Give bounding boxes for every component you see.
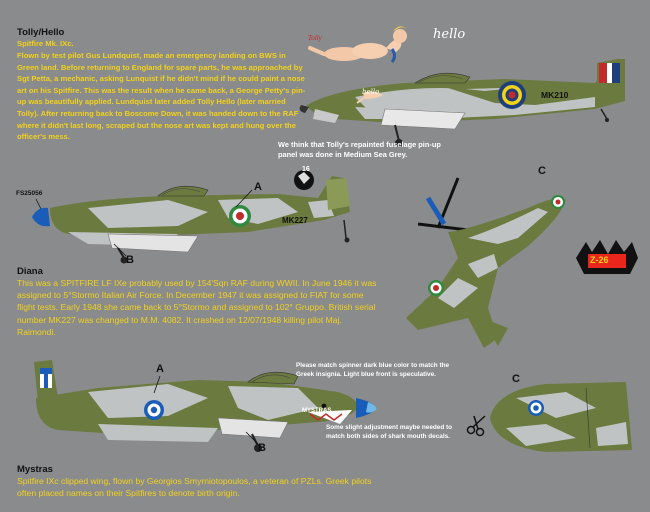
mystras-marker-b: B [258, 442, 266, 454]
mystras-nose-name: MYSTRAS [302, 408, 332, 414]
z26-logo-text: Z-26 [590, 255, 609, 265]
mystras-marker-c: C [512, 373, 520, 385]
tolly-panel-note: We think that Tolly's repainted fuselage pin-up panel was done in Medium Sea Grey. [278, 140, 441, 159]
diana-serial: MK227 [282, 216, 308, 225]
mystras-marker-a-pointer [150, 375, 166, 395]
diana-spitfire-top-view [398, 168, 578, 358]
diana-title: Diana [17, 266, 43, 277]
diana-marker-b: B [126, 254, 134, 266]
diana-marker-c: C [538, 165, 546, 177]
hello-script: hello [433, 27, 466, 42]
diana-spitfire-profile [28, 172, 373, 264]
shark-note: Some slight adjustment maybe needed to match both sides of shark mouth decals. [326, 424, 453, 440]
mystras-marker-b-pointer [244, 430, 260, 446]
diana-marker-a-pointer [232, 189, 254, 209]
tolly-description: Flown by test pilot Gus Lundquist, made an emergency landing on BWS in Green land. Before returning to England for spare parts, he was approached by Sgt Petta, a mechanic, asking Lunquist if he didn't mind if he could paint a nose art on his Spitfire. This was the result when he came back, a George Petty's pin-up was beautifully applied. Lundquist later added Tolly Hello (later married Tolly). After returning back to Boscome Down, it was handed down to the RAF where it didn't last long, scraped but the nose art was kept and hung over the officer's mess. [17, 51, 306, 142]
tolly-small-hello: hello [362, 88, 380, 96]
tolly-title: Tolly/Hello [17, 27, 65, 38]
badge-number: 16 [302, 166, 310, 173]
tolly-spitfire-profile [295, 45, 635, 155]
mystras-description: Spitfire IXc clipped wing, flown by Georgios Smyrniotopoulos, a veteran of PZLs. Greek pilots often placed names on their Spitfires to denote birth origin. [17, 476, 372, 499]
tolly-serial: MK210 [541, 90, 569, 100]
spinner-note: Please match spinner dark blue color to match the Greek insignia. Light blue front is speculative. [296, 362, 450, 378]
mystras-title: Mystras [17, 464, 53, 475]
tolly-subtitle: Spitfire Mk. IXc. [17, 39, 74, 48]
diana-fs-code: FS25056 [16, 190, 43, 197]
diana-description: This was a SPITFIRE LF IXe probably used by 154'Sqn RAF during WWII. In June 1946 it was assigned to 5°Stormo Italian Air Force. In December 1947 it was assigned to FIAT for some flight tests. Early 1948 she came back to 5°Stormo and assigned to 102° Gruppo. British serial number MK227 was changed to M.M. 4082. It crashed on 12/07/1948 killing pilot Maj. Raimondi. [17, 278, 377, 337]
mystras-marker-a: A [156, 363, 164, 375]
scissors-icon [466, 414, 488, 436]
diana-marker-b-pointer [112, 242, 128, 258]
tolly-nose-name: Tolly [308, 34, 322, 42]
mystras-wing-top-view [486, 378, 636, 458]
diana-marker-a: A [254, 181, 262, 193]
